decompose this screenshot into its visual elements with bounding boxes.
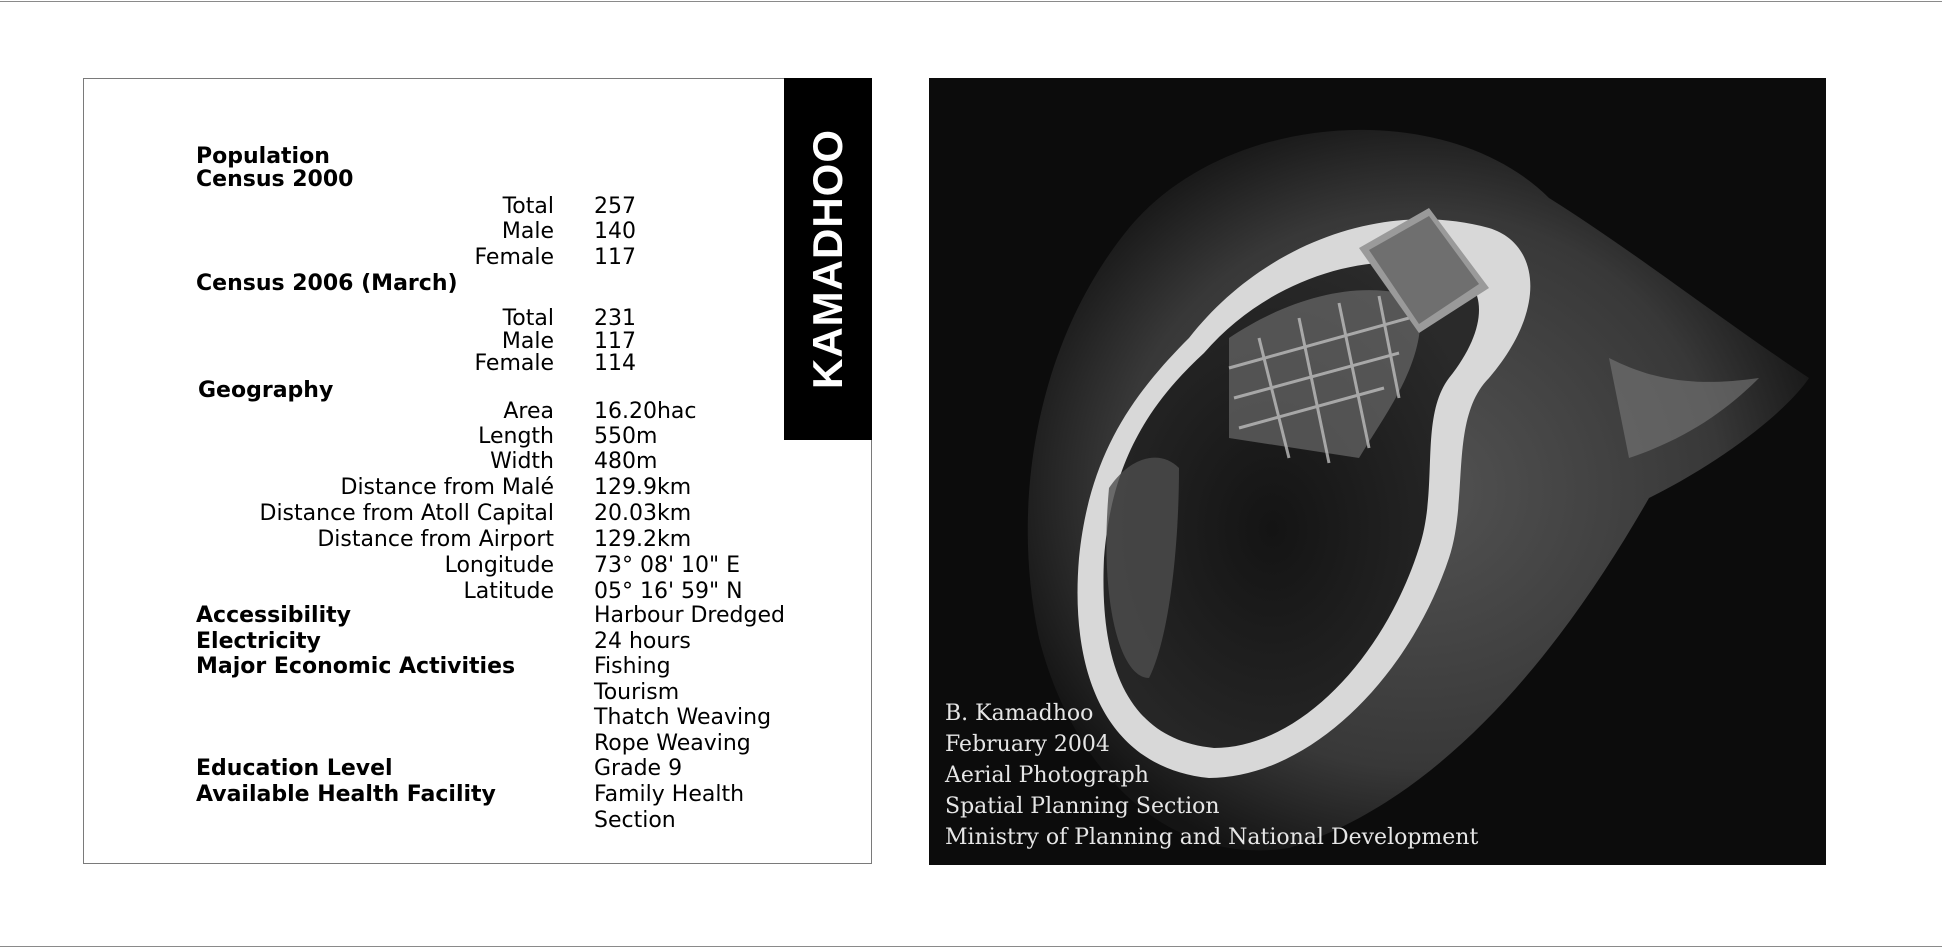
island-info-panel	[83, 78, 872, 864]
census-2000-total-label: Total	[502, 194, 554, 219]
distance-airport-value: 129.2km	[594, 527, 692, 552]
census-2000-female-label: Female	[474, 245, 554, 270]
top-rule	[0, 1, 1942, 2]
economic-activity-item: Tourism	[594, 680, 680, 705]
width-value: 480m	[594, 449, 658, 474]
census-2006-male-value: 117	[594, 329, 636, 354]
distance-male-label: Distance from Malé	[340, 475, 554, 500]
distance-atoll-capital-value: 20.03km	[594, 501, 692, 526]
accessibility-value: Harbour Dredged	[594, 603, 785, 628]
health-facility-value-line: Family Health	[594, 782, 745, 807]
caption-line: Aerial Photograph	[945, 763, 1149, 788]
distance-airport-label: Distance from Airport	[317, 527, 554, 552]
census-2006-total-value: 231	[594, 306, 636, 331]
photo-caption	[945, 698, 1478, 853]
latitude-label: Latitude	[463, 579, 554, 604]
geography-heading: Geography	[198, 378, 334, 403]
census-2006-female-label: Female	[474, 351, 554, 376]
area-label: Area	[503, 399, 554, 424]
caption-line: Spatial Planning Section	[945, 794, 1220, 819]
economic-activity-item: Fishing	[594, 654, 671, 679]
electricity-label: Electricity	[196, 629, 321, 654]
census-2000-heading: Census 2000	[196, 167, 354, 192]
census-2006-total-label: Total	[502, 306, 554, 331]
health-facility-value-line: Section	[594, 808, 676, 833]
length-label: Length	[478, 424, 554, 449]
census-2000-total-value: 257	[594, 194, 636, 219]
distance-male-value: 129.9km	[594, 475, 692, 500]
island-name-tab	[784, 78, 872, 440]
health-facility-label: Available Health Facility	[196, 782, 496, 807]
caption-line: B. Kamadhoo	[945, 701, 1094, 726]
census-2006-female-value: 114	[594, 351, 636, 376]
longitude-label: Longitude	[444, 553, 554, 578]
latitude-value: 05° 16' 59" N	[594, 579, 743, 604]
distance-atoll-capital-label: Distance from Atoll Capital	[259, 501, 554, 526]
census-2000-female-value: 117	[594, 245, 636, 270]
economic-activity-item: Thatch Weaving	[594, 705, 772, 730]
census-2000-male-label: Male	[501, 219, 554, 244]
economic-activities-label: Major Economic Activities	[196, 654, 516, 679]
census-2006-heading: Census 2006 (March)	[196, 271, 458, 296]
length-value: 550m	[594, 424, 658, 449]
caption-line: February 2004	[945, 732, 1110, 757]
island-name: KAMADHOO	[804, 129, 851, 389]
education-level-value: Grade 9	[594, 756, 683, 781]
population-heading: Population	[196, 144, 330, 169]
census-2006-male-label: Male	[501, 329, 554, 354]
area-value: 16.20hac	[594, 399, 697, 424]
electricity-value: 24 hours	[594, 629, 691, 654]
caption-line: Ministry of Planning and National Development	[945, 825, 1479, 850]
width-label: Width	[490, 449, 554, 474]
census-2000-male-value: 140	[594, 219, 636, 244]
education-level-label: Education Level	[196, 756, 393, 781]
economic-activity-item: Rope Weaving	[594, 731, 751, 756]
accessibility-label: Accessibility	[196, 603, 351, 628]
longitude-value: 73° 08' 10" E	[594, 553, 741, 578]
bottom-rule	[0, 946, 1942, 947]
aerial-photograph	[929, 78, 1826, 865]
